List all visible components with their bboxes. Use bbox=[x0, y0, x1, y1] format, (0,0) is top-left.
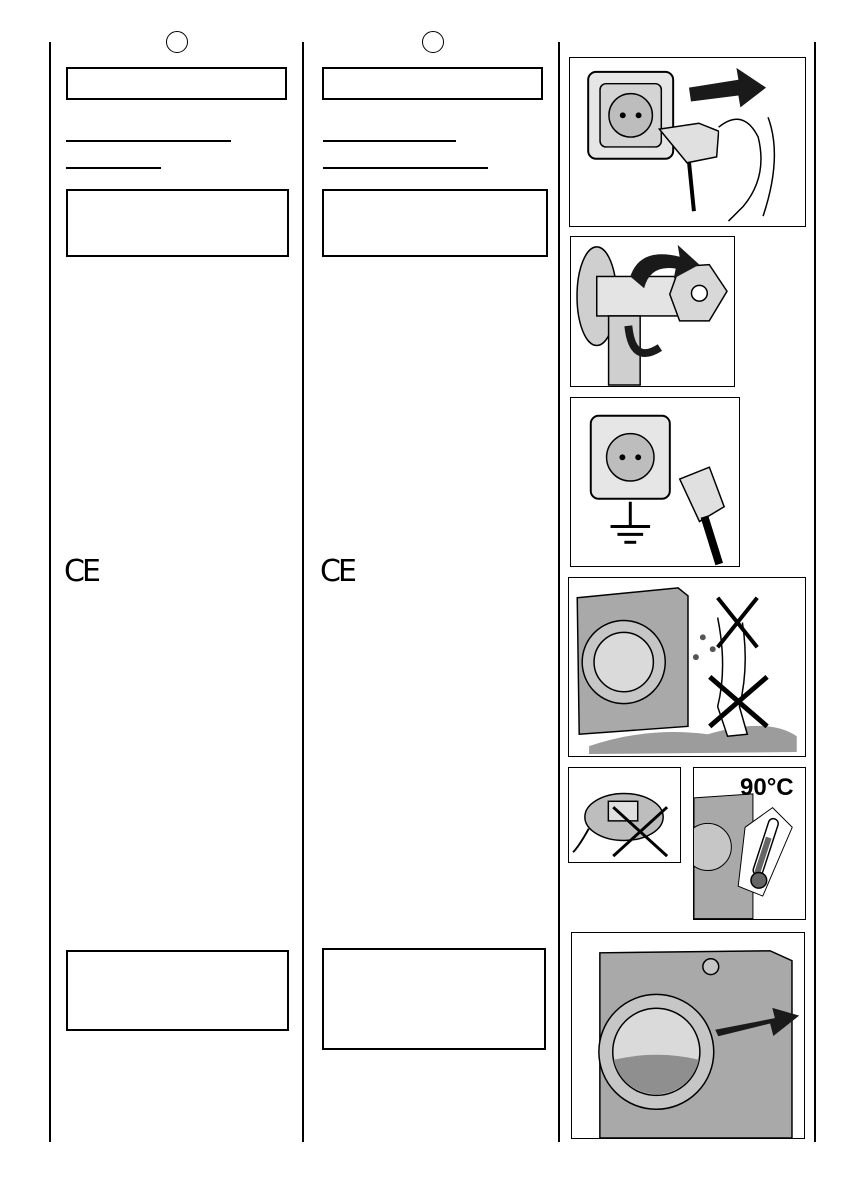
column-divider-far-right bbox=[814, 42, 816, 1142]
drum-water-icon bbox=[572, 933, 804, 1138]
ce-mark-middle: CE bbox=[320, 554, 354, 589]
no-extension-reel-icon bbox=[569, 768, 680, 862]
warning-box-left bbox=[66, 189, 289, 257]
subheading-underline-left-1 bbox=[66, 140, 231, 142]
language-badge-middle bbox=[422, 31, 444, 53]
earthed-socket-illustration bbox=[570, 397, 740, 567]
ce-mark-left: CE bbox=[64, 554, 98, 589]
plug-unplug-icon bbox=[570, 58, 805, 226]
section-heading-box-left bbox=[66, 67, 287, 100]
column-divider-left bbox=[49, 42, 51, 1142]
earthed-socket-icon bbox=[571, 398, 739, 566]
thermometer-temperature-label: 90°C bbox=[740, 774, 794, 801]
column-divider-middle bbox=[302, 42, 304, 1142]
unplug-illustration bbox=[569, 57, 806, 227]
language-badge-left bbox=[166, 31, 188, 53]
subheading-underline-middle-2 bbox=[323, 167, 488, 169]
note-box-left bbox=[66, 950, 289, 1031]
warning-box-middle bbox=[322, 189, 548, 257]
subheading-underline-middle-1 bbox=[323, 140, 456, 142]
no-extension-reel-illustration bbox=[568, 767, 681, 863]
section-heading-box-middle bbox=[322, 67, 543, 100]
subheading-underline-left-2 bbox=[66, 167, 161, 169]
hot-glass-illustration bbox=[693, 767, 806, 920]
drum-water-illustration bbox=[571, 932, 805, 1139]
no-water-barefoot-illustration bbox=[568, 577, 806, 757]
tap-illustration bbox=[570, 236, 735, 387]
no-water-barefoot-icon bbox=[569, 578, 805, 756]
column-divider-right bbox=[558, 42, 560, 1142]
tap-close-icon bbox=[571, 237, 734, 386]
note-box-middle bbox=[322, 948, 546, 1050]
